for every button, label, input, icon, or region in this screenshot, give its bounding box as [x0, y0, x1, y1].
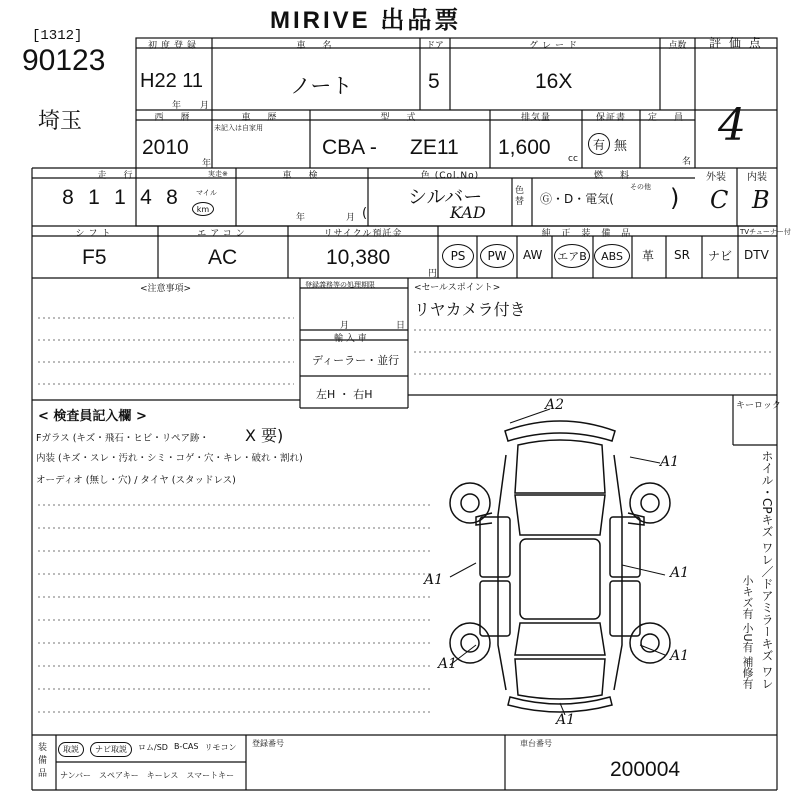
mileage-digit: 1	[114, 186, 126, 209]
recycle-yen: 円	[428, 269, 438, 279]
label-tuner: TVチューナー付	[740, 228, 791, 236]
label-shift: シフト	[75, 229, 115, 239]
accessory-number: ナンバー	[60, 771, 92, 780]
first-reg-year-mark: 年	[172, 101, 182, 111]
label-mileage: 走 行	[97, 171, 137, 181]
steering-side: 左H ・ 右H	[316, 388, 373, 401]
accessory-navi-manual: ナビ取説	[90, 742, 132, 757]
ac-value: AC	[208, 246, 238, 269]
equip-leather: 革	[642, 249, 655, 263]
label-score: 点数	[668, 41, 687, 51]
label-model: 型 式	[380, 113, 420, 123]
mileage-digit: 8	[62, 186, 74, 209]
label-car-name: 車 名	[296, 41, 336, 51]
caution-label: <注意事項>	[140, 284, 192, 294]
label-capacity: 定 員	[647, 113, 687, 123]
accessory-bcas: B-CAS	[173, 742, 199, 751]
equip-dtv: DTV	[744, 248, 769, 262]
lot-number: 90123	[22, 44, 106, 77]
warranty-yes: 有	[588, 133, 610, 155]
label-displacement: 排気量	[520, 113, 551, 123]
recycle-value: 10,380	[326, 246, 391, 269]
right-note-2: 小キズ有 小U有 補修有	[741, 575, 754, 690]
deadline-month: 月	[340, 321, 350, 331]
fuel-other-label: その他	[630, 183, 651, 191]
equip-pw: PW	[480, 244, 514, 268]
inspector-line-interior: 内装 (キズ・スレ・汚れ・シミ・コゲ・穴・キレ・破れ・割れ)	[36, 453, 303, 464]
label-first-reg: 初度登録	[147, 41, 200, 51]
western-year-value: 2010	[142, 136, 189, 159]
label-ext: 外装	[706, 172, 726, 183]
inspector-line-audio: オーディオ (無し・穴) / タイヤ (スタッドレス)	[36, 475, 236, 486]
eval-score-value: 4	[718, 100, 746, 151]
accessories-label: 装備品	[38, 743, 48, 779]
mileage-digit: 4	[140, 186, 152, 209]
chassis-number-label: 車台番号	[520, 739, 552, 748]
inspection-year-mark: 年	[296, 213, 306, 223]
car-name-value: ノート	[290, 75, 353, 98]
sales-point-value: リヤカメラ付き	[414, 300, 526, 319]
label-color: 色 (Col.No)	[420, 171, 480, 181]
accessory-keyless: キーレス	[146, 771, 179, 780]
equip-sr: SR	[674, 248, 690, 262]
equip-navi: ナビ	[708, 249, 733, 263]
right-note-1: ホイル・CPキズ ワレ／ドアミラーキズ ワレ	[760, 450, 774, 690]
lot-code: [1312]	[32, 28, 83, 44]
mile-unit: マイル	[196, 189, 217, 197]
label-int: 内装	[747, 172, 767, 183]
inspection-paren: (	[362, 206, 368, 221]
label-doors: ドア	[426, 41, 444, 51]
grade-value: 16X	[535, 70, 573, 93]
color-value: シルバー	[408, 187, 483, 208]
accessory-spare-key: スペアキー	[99, 771, 139, 780]
damage-mark: A1	[424, 572, 444, 588]
warranty-no: 無	[614, 139, 628, 154]
equip-aw: AW	[523, 248, 543, 262]
label-ac: エアコン	[197, 229, 249, 239]
mileage-digit: 1	[88, 186, 100, 209]
accessory-rom-sd: ロム/SD	[138, 743, 168, 752]
western-year-mark: 年	[202, 159, 212, 169]
mileage-digit: 8	[166, 186, 178, 209]
inspection-month-mark: 月	[346, 213, 356, 223]
damage-mark: A1	[660, 454, 680, 470]
color-code: KAD	[450, 203, 486, 222]
accessory-items-top	[58, 742, 236, 757]
label-history: 車 歴	[241, 113, 281, 123]
label-inspection: 車 検	[282, 171, 322, 181]
damage-mark: A1	[670, 648, 690, 664]
displacement-unit: cc	[568, 154, 578, 164]
accessory-smart-key: スマートキー	[186, 771, 235, 780]
label-mileage-note: 実走※	[208, 170, 228, 178]
chassis-number-value: 200004	[610, 758, 681, 781]
mileage-digits	[55, 186, 185, 210]
equip-ps: PS	[442, 244, 474, 268]
car-damage-diagram	[440, 405, 680, 715]
equip-abs: ABS	[594, 244, 630, 268]
model-prefix-value: CBA -	[322, 136, 377, 159]
label-grade: グレード	[528, 41, 581, 51]
equip-airbag: エアB	[554, 244, 590, 268]
accessory-items-bottom	[60, 770, 234, 781]
label-equipment: 純 正 装 備 品	[541, 229, 635, 239]
reg-deadline-label: 登録義務等の処理期限	[305, 281, 375, 289]
sales-point-label: <セールスポイント>	[414, 283, 501, 293]
int-grade-value: B	[752, 186, 770, 214]
accessory-manual: 取説	[58, 742, 84, 757]
sheet-title: MIRIVE 出品票	[270, 7, 462, 34]
accessory-remote: リモコン	[204, 743, 237, 752]
label-history-sub: 未記入は自家用	[214, 124, 263, 132]
first-reg-month-mark: 月	[200, 101, 210, 111]
import-label: 輸 入 車	[334, 334, 367, 344]
inspector-header: < 検査員記入欄 >	[38, 409, 147, 424]
label-recycle: リサイクル預託金	[323, 229, 403, 239]
fuel-close: )	[670, 184, 680, 212]
damage-mark: A2	[545, 397, 565, 413]
damage-mark: A1	[556, 712, 576, 728]
inspector-line-glass: Fガラス (キズ・飛石・ヒビ・リペア跡・	[36, 433, 210, 444]
model-value: ZE11	[410, 136, 459, 159]
label-warranty: 保証書	[595, 113, 626, 123]
displacement-value: 1,600	[498, 136, 551, 159]
damage-mark: A1	[670, 565, 690, 581]
shift-value: F5	[82, 246, 107, 269]
doors-value: 5	[428, 70, 440, 93]
capacity-mark: 名	[682, 157, 692, 167]
km-unit: km	[192, 202, 214, 216]
glass-mark: X 要)	[245, 426, 284, 445]
ext-grade-value: C	[710, 186, 729, 214]
key-lock-label: キーロック	[736, 401, 781, 411]
fuel-options: Ⓖ・D・電気(	[540, 192, 614, 206]
label-eval: 評 価 点	[709, 36, 763, 50]
registration-number-label: 登録番号	[252, 739, 284, 748]
label-color-change: 色替	[515, 186, 525, 207]
label-fuel: 燃 料	[593, 171, 633, 181]
damage-mark: A1	[438, 656, 458, 672]
deadline-day: 日	[396, 321, 406, 331]
label-western: 西 暦	[154, 113, 194, 123]
first-reg-value: H22 11	[140, 70, 204, 92]
lot-region: 埼玉	[38, 109, 83, 134]
dealer-parallel: ディーラー・並行	[312, 354, 400, 367]
